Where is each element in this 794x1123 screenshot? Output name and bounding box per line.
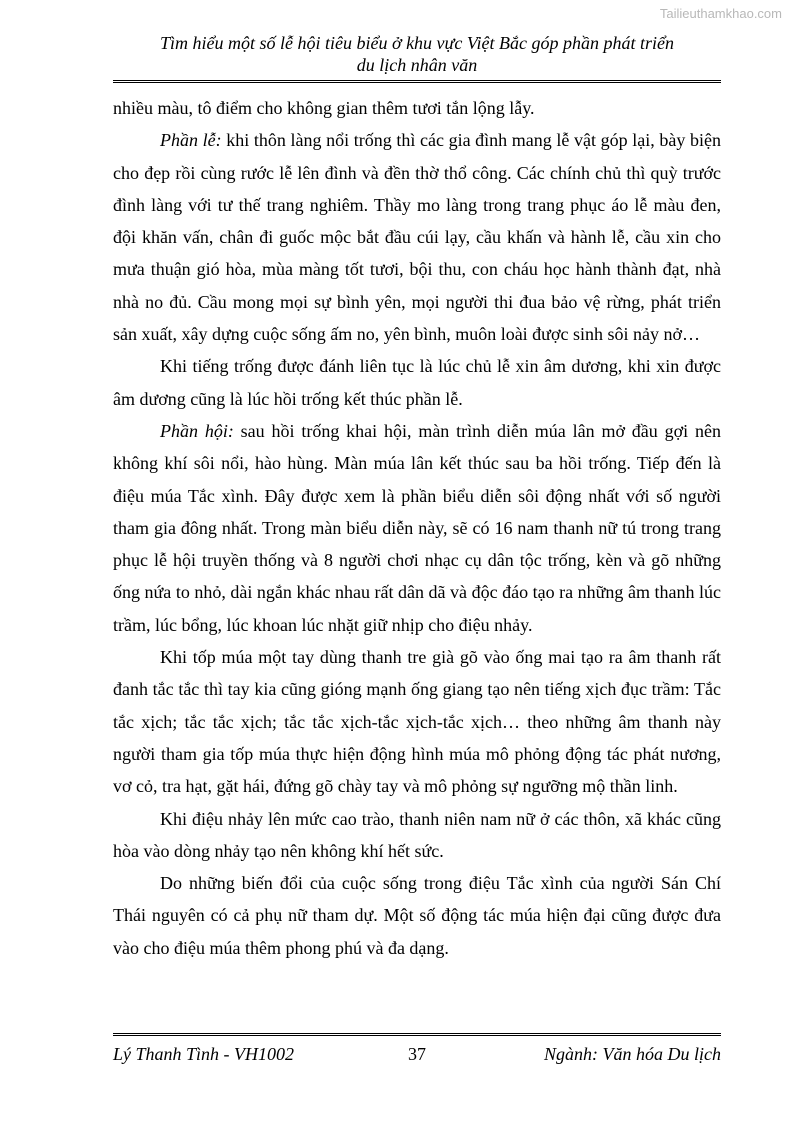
paragraph-top-mua: Khi tốp múa một tay dùng thanh tre già gõ vào ống mai tạo ra âm thanh rất đanh tắc tắc thì tay kia cũng gióng mạnh ống giang tạo nên tiếng xịch đục trầm: Tắc tắc xịch; tắc tắc xịch; tắc tắc xịch-tắc xịch-tắc xịch… theo những âm thanh này người tham gia tốp múa thực hiện động hình múa mô phỏng động tác phát nương, vơ cỏ, tra hạt, gặt hái, đứng gõ chày tay và mô phỏng sự ngưỡng mộ thần linh. (113, 647, 721, 797)
header-title-line-2: du lịch nhân văn (356, 55, 478, 75)
paragraph-bien-doi: Do những biến đổi của cuộc sống trong điệu Tắc xình của người Sán Chí Thái nguyên có cả phụ nữ tham dự. Một số động tác múa hiện đại cũng được đưa vào cho điệu múa thêm phong phú và đa dạng. (113, 873, 721, 958)
page-footer (113, 1044, 721, 1068)
paragraph-phan-hoi (113, 415, 721, 641)
paragraph-phan-hoi-text: sau hồi trống khai hội, màn trình diễn múa lân mở đầu gợi nên không khí sôi nổi, hào hùng. Màn múa lân kết thúc sau ba hồi trống. Tiếp đến là điệu múa Tắc xình. Đây được xem là phần biểu diễn sôi động nhất với số người tham gia đông nhất. Trong màn biểu diễn này, sẽ có 16 nam thanh nữ tú trong trang phục lễ hội truyền thống và 8 người chơi nhạc cụ dân tộc trống, kèn và gõ những ống nứa to nhỏ, dài ngắn khác nhau rất dân dã và độc đáo tạo ra những âm thanh lúc trầm, lúc bổng, lúc khoan lúc nhặt giữ nhịp cho điệu nhảy. (113, 420, 721, 635)
paragraph-phan-le-text: khi thôn làng nổi trống thì các gia đình mang lễ vật góp lại, bày biện cho đẹp rồi cùng rước lễ lên đình và đền thờ thổ công. Các chính chủ thì quỳ trước đình làng với tư thế trang nghiêm. Thầy mo làng trong trang phục áo lễ màu đen, đội khăn vấn, chân đi guốc mộc bắt đầu cúi lạy, cầu khấn và hành lễ, cầu xin cho mưa thuận gió hòa, mùa màng tốt tươi, bội thu, con cháu học hành thành đạt, nhà nhà no đủ. Cầu mong mọi sự bình yên, mọi người thi đua bảo vệ rừng, phát triển sản xuất, xây dựng cuộc sống ấm no, yên bình, muôn loài được sinh sôi nảy nở… (113, 130, 721, 345)
footer-major: Ngành: Văn hóa Du lịch (544, 1044, 721, 1064)
section-label-phan-hoi: Phần hội: (160, 420, 234, 441)
paragraph-cao-trao: Khi điệu nhảy lên mức cao trào, thanh niên nam nữ ở các thôn, xã khác cũng hòa vào dòng nhảy tạo nên không khí hết sức. (113, 808, 721, 861)
header-divider (113, 80, 721, 83)
section-label-phan-le: Phần lễ: (160, 130, 222, 151)
page-body (113, 92, 721, 964)
watermark: Tailieuthamkhao.com (659, 6, 782, 21)
running-header (113, 32, 721, 76)
paragraph-continuation: nhiều màu, tô điểm cho không gian thêm tươi tắn lộng lẫy. (113, 98, 535, 118)
footer-divider (113, 1033, 721, 1036)
paragraph-am-duong: Khi tiếng trống được đánh liên tục là lúc chủ lễ xin âm dương, khi xin được âm dương cũng là lúc hồi trống kết thúc phần lễ. (113, 356, 721, 409)
header-title-line-1: Tìm hiểu một số lễ hội tiêu biểu ở khu vực Việt Bắc góp phần phát triển (159, 33, 674, 53)
page-number: 37 (408, 1044, 426, 1064)
paragraph-phan-le (113, 124, 721, 350)
footer-author: Lý Thanh Tình - VH1002 (113, 1044, 295, 1064)
